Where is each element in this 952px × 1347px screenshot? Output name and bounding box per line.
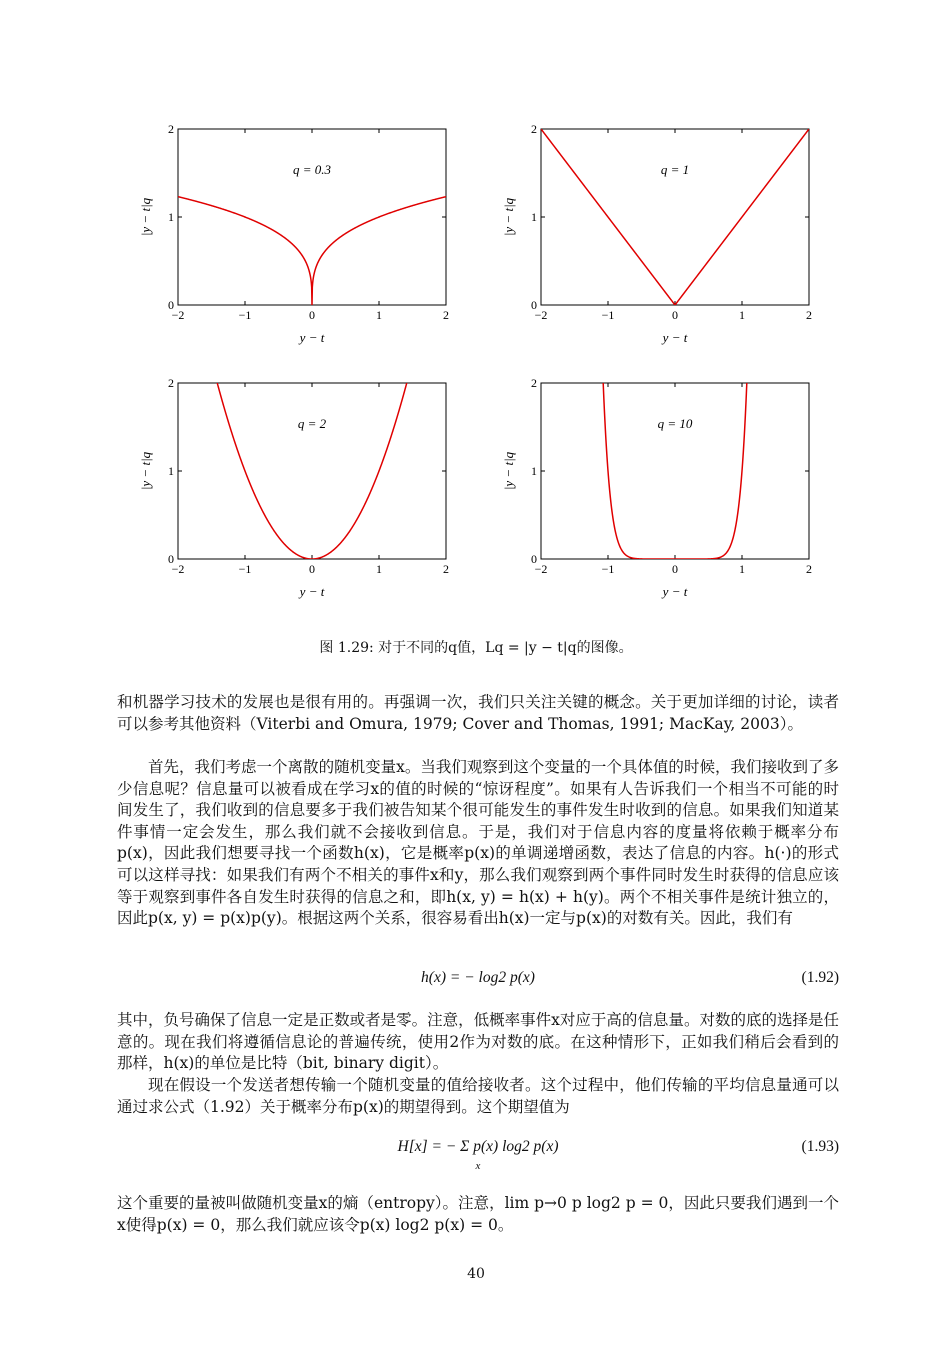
x-tick-label: 1 xyxy=(376,562,382,576)
x-axis-label: y − t xyxy=(299,584,325,599)
y-tick-label: 1 xyxy=(168,210,174,224)
figure-caption: 图 1.29: 对于不同的q值，Lq = |y − t|q的图像。 xyxy=(319,640,633,656)
equation-1-93-expr: H[x] = − Σ p(x) log2 p(x) xyxy=(397,1138,559,1155)
y-tick-label: 2 xyxy=(531,122,537,136)
y-tick-label: 1 xyxy=(531,464,537,478)
y-axis-label: |y − t|q xyxy=(501,451,516,491)
x-tick-label: 2 xyxy=(443,308,449,322)
x-axis-label: y − t xyxy=(299,330,325,345)
figure-1-29 xyxy=(0,0,952,630)
page-number: 40 xyxy=(467,1266,485,1282)
y-tick-label: 2 xyxy=(168,376,174,390)
paragraph-5 xyxy=(117,1193,839,1236)
equation-1-92 xyxy=(117,969,839,995)
y-tick-label: 0 xyxy=(168,298,174,312)
x-tick-label: 2 xyxy=(806,308,812,322)
x-tick-label: 1 xyxy=(376,308,382,322)
equation-1-93 xyxy=(117,1138,839,1178)
curve-series xyxy=(178,197,446,305)
x-tick-label: −2 xyxy=(171,562,185,576)
y-tick-label: 0 xyxy=(531,552,537,566)
x-tick-label: −2 xyxy=(534,308,548,322)
x-tick-label: 1 xyxy=(739,308,745,322)
paragraph-1-text: 和机器学习技术的发展也是很有用的。再强调一次，我们只关注关键的概念。关于更加详细的讨论，读者可以参考其他资料（Viterbi and Omura, 1979; Cover and Thomas, 1991; MacKay, 2003）。 xyxy=(117,693,839,733)
equation-1-92-expr: h(x) = − log2 p(x) xyxy=(421,969,535,986)
x-tick-label: 0 xyxy=(672,308,678,322)
x-tick-label: −1 xyxy=(601,308,615,322)
x-tick-label: −2 xyxy=(534,562,548,576)
y-tick-label: 0 xyxy=(531,298,537,312)
plot-frame xyxy=(178,383,446,559)
paragraph-2-text: 首先，我们考虑一个离散的随机变量x。当我们观察到这个变量的一个具体值的时候，我们接收到了多少信息呢？信息量可以被看成在学习x的值的时候的“惊讶程度”。如果有人告诉我们一个相当不可能的时间发生了，我们收到的信息要多于我们被告知某个很可能发生的事件发生时收到的信息。如果我们知道某件事情一定会发生，那么我们就不会接收到信息。于是，我们对于信息内容的度量将依赖于概率分布p(x)，因此我们想要寻找一个函数h(x)，它是概率p(x)的单调递增函数，表达了信息的内容。h(·)的形式可以这样寻找：如果我们有两个不相关的事件x和y，那么我们观察到两个事件同时发生时获得的信息应该等于观察到事件各自发生时获得的信息之和，即h(x, y) = h(x) + h(y)。两个不相关事件是统计独立的，因此p(x, y) = p(x)p(y)。根据这两个关系，很容易看出h(x)一定与p(x)的对数有关。因此，我们有 xyxy=(117,758,839,928)
x-tick-label: 2 xyxy=(806,562,812,576)
paragraph-3-text: 其中，负号确保了信息一定是正数或者是零。注意，低概率事件x对应于高的信息量。对数的底的选择是任意的。现在我们将遵循信息论的普遍传统，使用2作为对数的底。在这种情形下，正如我们稍后会看到的那样，h(x)的单位是比特（bit, binary digit）。 xyxy=(117,1011,839,1073)
y-tick-label: 2 xyxy=(168,122,174,136)
x-axis-label: y − t xyxy=(662,584,688,599)
x-tick-label: −2 xyxy=(171,308,185,322)
equation-1-93-subscript: x xyxy=(475,1160,481,1172)
x-tick-label: 2 xyxy=(443,562,449,576)
equation-1-93-number: (1.93) xyxy=(801,1138,839,1155)
paragraph-5-text: 这个重要的量被叫做随机变量x的熵（entropy）。注意，lim p→0 p log2 p = 0，因此只要我们遇到一个x使得p(x) = 0，那么我们就应该令p(x) log2 p(x) = 0。 xyxy=(117,1194,839,1234)
q-label: q = 0.3 xyxy=(292,162,332,177)
y-axis-label: |y − t|q xyxy=(501,197,516,237)
y-tick-label: 0 xyxy=(168,552,174,566)
paragraph-2 xyxy=(117,757,839,930)
x-tick-label: −1 xyxy=(238,308,252,322)
q-label: q = 10 xyxy=(657,416,693,431)
x-axis-label: y − t xyxy=(662,330,688,345)
paragraph-4-text: 现在假设一个发送者想传输一个随机变量的值给接收者。这个过程中，他们传输的平均信息量通可以通过求公式（1.92）关于概率分布p(x)的期望得到。这个期望值为 xyxy=(117,1076,839,1116)
x-tick-label: 0 xyxy=(309,562,315,576)
x-tick-label: 0 xyxy=(309,308,315,322)
plot-frame xyxy=(541,383,809,559)
x-tick-label: 1 xyxy=(739,562,745,576)
curve-series xyxy=(541,129,809,305)
paragraph-3 xyxy=(117,1010,839,1075)
y-tick-label: 2 xyxy=(531,376,537,390)
x-tick-label: −1 xyxy=(601,562,615,576)
q-label: q = 2 xyxy=(297,416,327,431)
plot-frame xyxy=(541,129,809,305)
q-label: q = 1 xyxy=(660,162,690,177)
y-tick-label: 1 xyxy=(531,210,537,224)
paragraph-1 xyxy=(117,692,839,735)
paragraph-4 xyxy=(117,1075,839,1118)
equation-1-92-number: (1.92) xyxy=(801,969,839,986)
plot-frame xyxy=(178,129,446,305)
y-axis-label: |y − t|q xyxy=(138,451,153,491)
y-tick-label: 1 xyxy=(168,464,174,478)
x-tick-label: −1 xyxy=(238,562,252,576)
x-tick-label: 0 xyxy=(672,562,678,576)
y-axis-label: |y − t|q xyxy=(138,197,153,237)
